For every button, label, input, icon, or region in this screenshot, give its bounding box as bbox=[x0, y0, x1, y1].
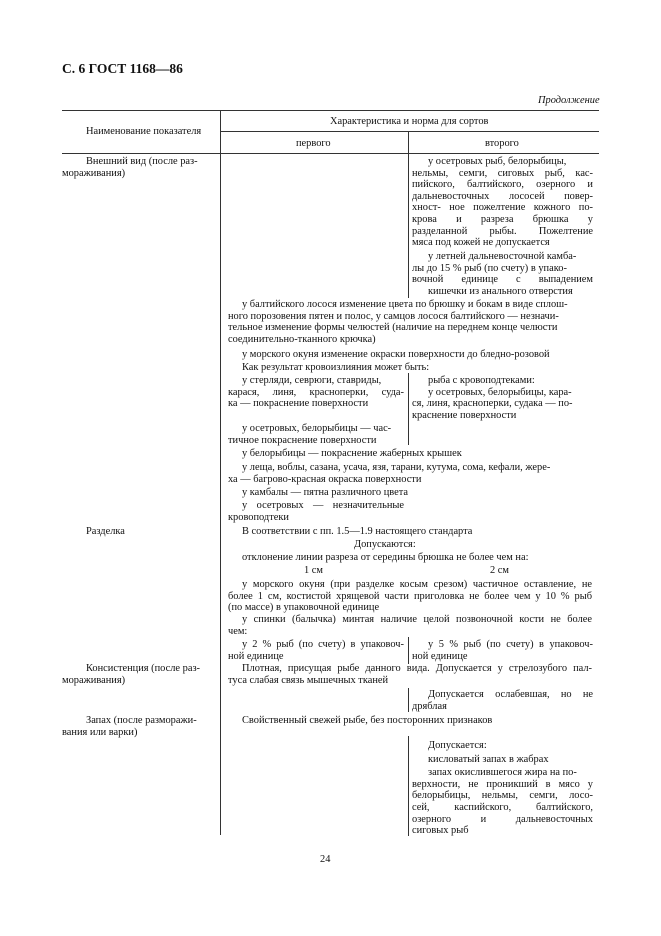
continuation-label: Продолжение bbox=[538, 95, 600, 106]
cutting-full-b: у морского окуня (при разделке косым срезом) частичное оставление, не более 1 см, костистой хрящевой части приголовка не более чем у 10 % рыб (по массе) в упаковочной единице bbox=[228, 579, 592, 614]
table-top-rule bbox=[62, 110, 599, 111]
cutting-deviation: отклонение линии разреза от середины брюшка не более чем на: bbox=[242, 552, 529, 563]
appearance-full-f: у камбалы — пятна различного цвета bbox=[242, 487, 408, 498]
appearance-full-b: у морского окуня изменение окраски поверхности до бледно-розовой bbox=[242, 349, 550, 360]
appearance-full-e: у леща, воблы, сазана, усача, язя, тарани, кутума, сома, кефали, жере- ха — багрово-красная окраска поверхности bbox=[228, 462, 551, 485]
row-name-appearance: Внешний вид (после раз- мораживания) bbox=[62, 156, 198, 179]
column-divider-seg bbox=[408, 688, 409, 712]
appearance-second-a: у осетровых рыб, белорыбицы, нельмы, семги, сиговых рыб, кас- пийского, балтийского, озерного и дальневосточных лососей повер- хност- ное пожелтение кожного по- крова и разреза брюшка у разделанной рыбы. Пожелтение мяса под кожей не допускается bbox=[412, 156, 593, 249]
header-indicator: Наименование показателя bbox=[86, 126, 202, 137]
appearance-first-a: у стерляди, севрюги, ставриды, карася, линя, красноперки, суда- ка — покраснение поверхности bbox=[228, 375, 404, 410]
appearance-second-b: у летней дальневосточной камба- лы до 15 % рыб (по счету) в упако- вочной единице с выпадением кишечки из анального отверстия bbox=[412, 251, 593, 297]
header-sub-rule bbox=[220, 131, 599, 132]
appearance-first-b: у осетровых, белорыбицы — час- тичное покраснение поверхности bbox=[228, 423, 392, 446]
column-divider-seg bbox=[408, 373, 409, 445]
cutting-first-pct: у 2 % рыб (по счету) в упаковоч- ной единице bbox=[228, 639, 404, 662]
header-characteristic: Характеристика и норма для сортов bbox=[330, 116, 489, 127]
cutting-second-pct: у 5 % рыб (по счету) в упаковоч- ной единице bbox=[412, 639, 593, 662]
column-divider-seg bbox=[408, 154, 409, 298]
cutting-first-val: 1 см bbox=[304, 565, 323, 576]
column-divider-header bbox=[408, 132, 409, 153]
column-divider-main bbox=[220, 111, 221, 835]
row-name-consistency: Консистенция (после раз- мораживания) bbox=[62, 663, 201, 686]
cutting-second-val: 2 см bbox=[490, 565, 509, 576]
cutting-allowed: Допускаются: bbox=[354, 539, 416, 550]
smell-full: Свойственный свежей рыбе, без посторонних признаков bbox=[242, 715, 493, 726]
header-bottom-rule bbox=[62, 153, 599, 154]
smell-second: Допускается: кисловатый запах в жабрах запах окислившегося жира на по- верхности, не проникший в мясо у белорыбицы, нельмы, семги, лосо- сей, каспийского, балтийского, озерного и дальневосточных сиговых рыб bbox=[412, 740, 593, 837]
appearance-second-c: рыба с кровоподтеками: у осетровых, белорыбицы, кара- ся, линя, красноперки, судака — по- краснение поверхности bbox=[412, 375, 573, 421]
appearance-full-g: у осетровых — незначительные кровоподтеки bbox=[228, 500, 404, 523]
row-name-cutting: Разделка bbox=[86, 526, 125, 537]
header-first: первого bbox=[296, 138, 331, 149]
document-title: С. 6 ГОСТ 1168—86 bbox=[62, 61, 183, 76]
header-second: второго bbox=[485, 138, 519, 149]
column-divider-seg bbox=[408, 637, 409, 664]
column-divider-seg bbox=[408, 736, 409, 836]
appearance-full-a: у балтийского лосося изменение цвета по брюшку и бокам в виде сплош- ного порозовения пятен и полос, у самцов лосося балтийского — незначи- тельное изменение формы челюстей (наличие на переднем конце челюсти соединительно-тканного крючка) bbox=[228, 299, 568, 345]
cutting-full-c: у спинки (балычка) минтая наличие целой позвоночной кости не более чем: bbox=[228, 614, 592, 637]
consistency-second: Допускается ослабевшая, но не дряблая bbox=[412, 689, 593, 712]
cutting-full-a: В соответствии с пп. 1.5—1.9 настоящего стандарта bbox=[242, 526, 473, 537]
row-name-smell: Запах (после разморажи- вания или варки) bbox=[62, 715, 197, 738]
appearance-full-c: Как результат кровоизлияния может быть: bbox=[242, 362, 430, 373]
appearance-full-d: у белорыбицы — покраснение жаберных крышек bbox=[242, 448, 462, 459]
consistency-full: Плотная, присущая рыбе данного вида. Допускается у стрелозубого пал- туса слабая связь мышечных тканей bbox=[228, 663, 592, 686]
page-number: 24 bbox=[320, 854, 331, 865]
